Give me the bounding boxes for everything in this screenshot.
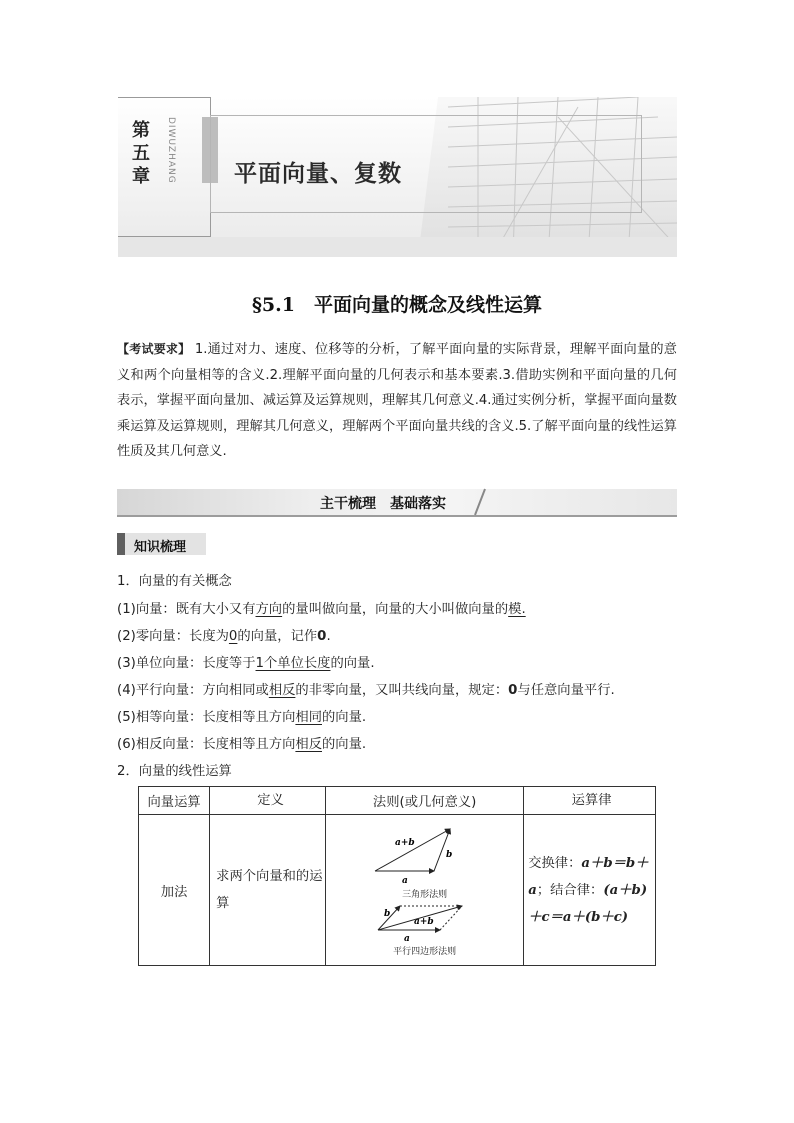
- header-operation: 向量运算: [139, 787, 210, 815]
- parallelogram-rule-label: 平行四边形法则: [393, 947, 457, 957]
- requirement-tag: 【考试要求】: [117, 342, 191, 356]
- item1-heading: 1．向量的有关概念: [117, 574, 232, 589]
- diagram1-a-label: a: [401, 876, 408, 886]
- concept-zero-vector: (2)零向量：长度为0的向量，记作0.: [117, 629, 331, 644]
- exam-requirements: [117, 337, 677, 465]
- linear-operations-table: [138, 786, 656, 966]
- section-bar: [117, 487, 677, 517]
- diagram1-b-label: b: [445, 850, 452, 860]
- triangle-rule-label: 三角形法则: [402, 890, 448, 900]
- concept-vector: (1)向量：既有大小又有方向的量叫做向量，向量的大小叫做向量的模.: [117, 602, 526, 617]
- header-law: 运算律: [524, 787, 656, 815]
- concept-opposite-vector: (6)相反向量：长度相等且方向相反的向量.: [117, 737, 367, 752]
- header-rule: 法则(或几何意义): [326, 787, 524, 815]
- table-row: [139, 815, 656, 966]
- cell-operation: 加法: [139, 815, 210, 966]
- section-bar-underline: [117, 515, 677, 517]
- requirement-text: 1.通过对力、速度、位移等的分析，了解平面向量的实际背景，理解平面向量的意义和两个向量相等的含义.2.理解平面向量的几何表示和基本要素.3.借助实例和平面向量的几何表示，掌握平面向量加、减运算及运算规则，理解其几何意义.4.通过实例分析，掌握平面向量数乘运算及运算规则，理解其几何意义，理解两个平面向量共线的含义.5.了解平面向量的线性运算性质及其几何意义.: [117, 342, 677, 459]
- law-commutative-label: 交换律：: [528, 855, 582, 871]
- diagram2-b-label: b: [383, 909, 390, 919]
- header-definition: 定义: [210, 787, 326, 815]
- knowledge-tag: [117, 533, 206, 555]
- diagram2-sum-label: a+b: [413, 917, 434, 927]
- law-associative-expr: (a＋b)＋c＝a＋(b＋c): [528, 882, 648, 925]
- concept-equal-vector: (5)相等向量：长度相等且方向相同的向量.: [117, 710, 367, 725]
- diagram2-a-label: a: [403, 934, 410, 944]
- concept-unit-vector: (3)单位向量：长度等于1个单位长度的向量.: [117, 656, 375, 671]
- triangle-rule-diagram: [370, 823, 480, 893]
- chapter-title: 平面向量、复数: [234, 161, 402, 187]
- section-bar-label: 主干梳理 基础落实: [320, 496, 446, 512]
- diagram1-sum-label: a+b: [394, 838, 415, 848]
- tag-marker: [117, 533, 125, 555]
- section-title: §5.1 平面向量的概念及线性运算: [252, 294, 542, 316]
- item2-heading: 2．向量的线性运算: [117, 764, 232, 779]
- parallelogram-rule-diagram: [370, 900, 480, 944]
- slash-decoration-icon: [473, 487, 487, 517]
- table-header-row: [139, 787, 656, 815]
- law-commutative-expr: a＋b＝b＋a: [528, 855, 649, 898]
- chapter-banner: [118, 97, 677, 257]
- cell-rule: [326, 815, 524, 966]
- law-associative-label: ；结合律：: [536, 882, 604, 898]
- knowledge-tag-label: 知识梳理: [134, 540, 187, 555]
- chapter-pinyin: DIWUZHANG: [166, 117, 176, 184]
- chapter-number: 第 五 章: [132, 120, 150, 187]
- cell-law: [524, 815, 656, 966]
- cell-definition: 求两个向量和的运算: [210, 815, 326, 966]
- concept-parallel-vector: (4)平行向量：方向相同或相反的非零向量，又叫共线向量，规定：0与任意向量平行.: [117, 683, 615, 698]
